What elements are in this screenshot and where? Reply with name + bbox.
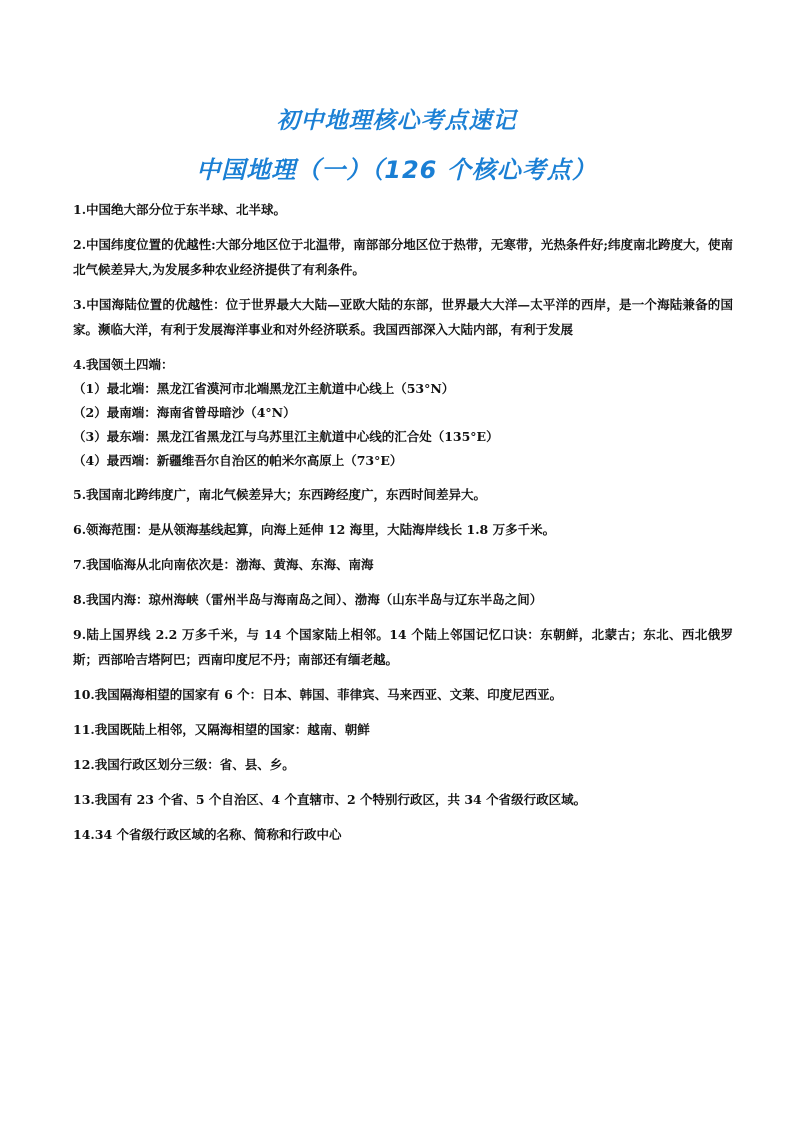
point-7: 7.我国临海从北向南依次是：渤海、黄海、东海、南海 bbox=[73, 557, 374, 572]
extreme-north: （1）最北端：黑龙江省漠河市北端黑龙江主航道中心线上（53°N） bbox=[73, 381, 455, 396]
document-title: 初中地理核心考点速记 bbox=[276, 108, 517, 134]
point-8: 8.我国内海：琼州海峡（雷州半岛与海南岛之间）、渤海（山东半岛与辽东半岛之间） bbox=[73, 592, 543, 607]
point-5: 5.我国南北跨纬度广，南北气候差异大；东西跨经度广，东西时间差异大。 bbox=[73, 487, 487, 502]
territory-extremes-list bbox=[73, 377, 733, 473]
extreme-west: （4）最西端：新疆维吾尔自治区的帕米尔高原上（73°E） bbox=[73, 453, 403, 468]
point-9: 9.陆上国界线 2.2 万多千米，与 14 个国家陆上相邻。14 个陆上邻国记忆口诀：东朝鲜，北蒙古；东北、西北俄罗斯；西部哈吉塔阿巴；西南印度尼不丹；南部还有缅老越。 bbox=[73, 627, 733, 667]
point-6: 6.领海范围：是从领海基线起算，向海上延伸 12 海里，大陆海岸线长 1.8 万多千米。 bbox=[73, 522, 556, 537]
extreme-south: （2）最南端：海南省曾母暗沙（4°N） bbox=[73, 405, 296, 420]
extreme-east: （3）最东端：黑龙江省黑龙江与乌苏里江主航道中心线的汇合处（135°E） bbox=[73, 429, 499, 444]
point-14: 14.34 个省级行政区域的名称、简称和行政中心 bbox=[73, 827, 342, 842]
document-subtitle: 中国地理（一）（126 个核心考点） bbox=[196, 156, 597, 184]
point-13: 13.我国有 23 个省、5 个自治区、4 个直辖市、2 个特别行政区，共 34 个省级行政区域。 bbox=[73, 792, 587, 807]
point-1: 1.中国绝大部分位于东半球、北半球。 bbox=[73, 202, 287, 217]
point-12: 12.我国行政区划分三级：省、县、乡。 bbox=[73, 757, 295, 772]
document-body bbox=[73, 197, 733, 857]
point-3: 3.中国海陆位置的优越性：位于世界最大大陆—亚欧大陆的东部，世界最大大洋—太平洋的西岸，是一个海陆兼备的国家。濒临大洋，有利于发展海洋事业和对外经济联系。我国西部深入大陆内部，有利于发展 bbox=[73, 297, 733, 337]
point-11: 11.我国既陆上相邻，又隔海相望的国家：越南、朝鲜 bbox=[73, 722, 370, 737]
point-2: 2.中国纬度位置的优越性:大部分地区位于北温带，南部部分地区位于热带，无寒带，光热条件好;纬度南北跨度大，使南北气候差异大,为发展多种农业经济提供了有利条件。 bbox=[73, 237, 733, 277]
point-4: 4.我国领土四端： bbox=[73, 357, 174, 372]
point-10: 10.我国隔海相望的国家有 6 个：日本、韩国、菲律宾、马来西亚、文莱、印度尼西亚。 bbox=[73, 687, 563, 702]
